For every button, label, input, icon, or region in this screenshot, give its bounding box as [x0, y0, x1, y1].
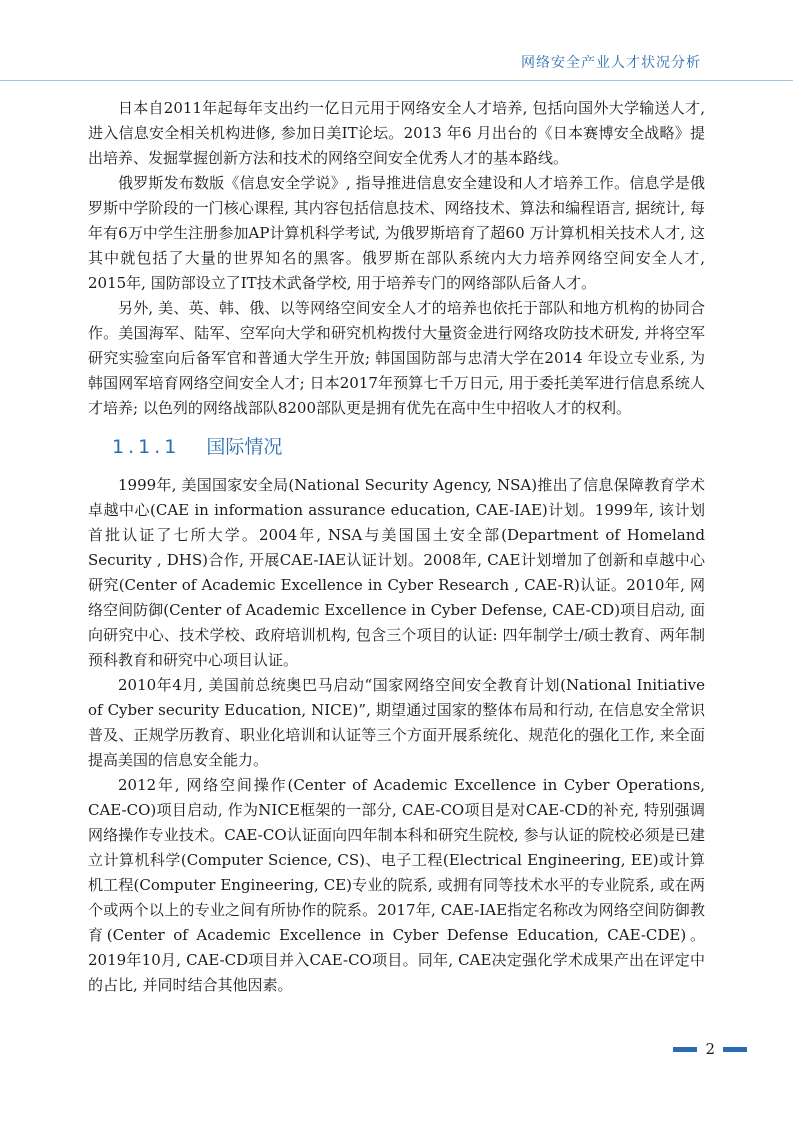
paragraph-cooperation: 另外, 美、英、韩、俄、以等网络空间安全人才的培养也依托于部队和地方机构的协同合作。美国海军、陆军、空军向大学和研究机构拨付大量资金进行网络攻防技术研发, 并将空军研究实验室向后备军官和普通大学生开放; 韩国国防部与忠清大学在2014 年设立专业系, 为韩国网军培育网络空间安全人才; 日本2017年预算七千万日元, 用于委托美军进行信息系统人才培养; 以色列的网络战部队8200部队更是拥有优先在高中生中招收人才的权利。 — [88, 299, 705, 417]
paragraph-japan: 日本自2011年起每年支出约一亿日元用于网络安全人才培养, 包括向国外大学输送人才, 进入信息安全相关机构进修, 参加日美IT论坛。2013 年6 月出台的《日本赛博安全战略》提出培养、发掘掌握创新方法和技术的网络空间安全优秀人才的基本路线。 — [88, 99, 705, 167]
page-number: 2 — [705, 1040, 715, 1058]
page-footer — [673, 1040, 747, 1058]
header-divider — [0, 80, 793, 81]
section-heading — [112, 433, 705, 461]
page-body — [88, 96, 705, 998]
footer-bar-right — [723, 1047, 747, 1052]
footer-bar-left — [673, 1047, 697, 1052]
section-number: 1.1.1 — [112, 436, 181, 458]
paragraph-cae-co: 2012年, 网络空间操作(Center of Academic Excellence in Cyber Operations, CAE-CO)项目启动, 作为NICE框架的一部分, CAE-CO项目是对CAE-CD的补充, 特别强调网络操作专业技术。CAE-CO认证面向四年制本科和研究生院校, 参与认证的院校必须是已建立计算机科学(Computer Science, CS)、电子工程(Electrical Engineering, EE)或计算机工程(Computer Engineering, CE)专业的院系, 或拥有同等技术水平的专业院系, 或在两个或两个以上的专业之间有所协作的院系。2017年, CAE-IAE指定名称改为网络空间防御教育(Center of Academic Excellence in Cyber Defense Education, CAE-CDE)。2019年10月, CAE-CD项目并入CAE-CO项目。同年, CAE决定强化学术成果产出在评定中的占比, 并同时结合其他因素。 — [88, 776, 705, 994]
paragraph-russia: 俄罗斯发布数版《信息安全学说》, 指导推进信息安全建设和人才培养工作。信息学是俄罗斯中学阶段的一门核心课程, 其内容包括信息技术、网络技术、算法和编程语言, 据统计, 每年有6万中学生注册参加AP计算机科学考试, 为俄罗斯培育了超60 万计算机相关技术人才, 这其中就包括了大量的世界知名的黑客。俄罗斯在部队系统内大力培养网络空间安全人才, 2015年, 国防部设立了IT技术武备学校, 用于培养专门的网络部队后备人才。 — [88, 174, 705, 292]
running-header-title: 网络安全产业人才状况分析 — [521, 55, 701, 71]
paragraph-nice: 2010年4月, 美国前总统奥巴马启动“国家网络空间安全教育计划(National Initiative of Cyber security Education, NICE)”, 期望通过国家的整体布局和行动, 在信息安全常识普及、正规学历教育、职业化培训和认证等三个方面开展系统化、规范化的强化工作, 来全面提高美国的信息安全能力。 — [88, 676, 705, 769]
section-title: 国际情况 — [206, 436, 283, 458]
paragraph-cae-history: 1999年, 美国国家安全局(National Security Agency, NSA)推出了信息保障教育学术卓越中心(CAE in information assurance education, CAE-IAE)计划。1999年, 该计划首批认证了七所大学。2004年, NSA与美国国土安全部(Department of Homeland Security , DHS)合作, 开展CAE-IAE认证计划。2008年, CAE计划增加了创新和卓越中心研究(Center of Academic Excellence in Cyber Research , CAE-R)认证。2010年, 网络空间防御(Center of Academic Excellence in Cyber Defense, CAE-CD)项目启动, 面向研究中心、技术学校、政府培训机构, 包含三个项目的认证: 四年制学士/硕士教育、两年制预科教育和研究中心项目认证。 — [88, 476, 705, 669]
